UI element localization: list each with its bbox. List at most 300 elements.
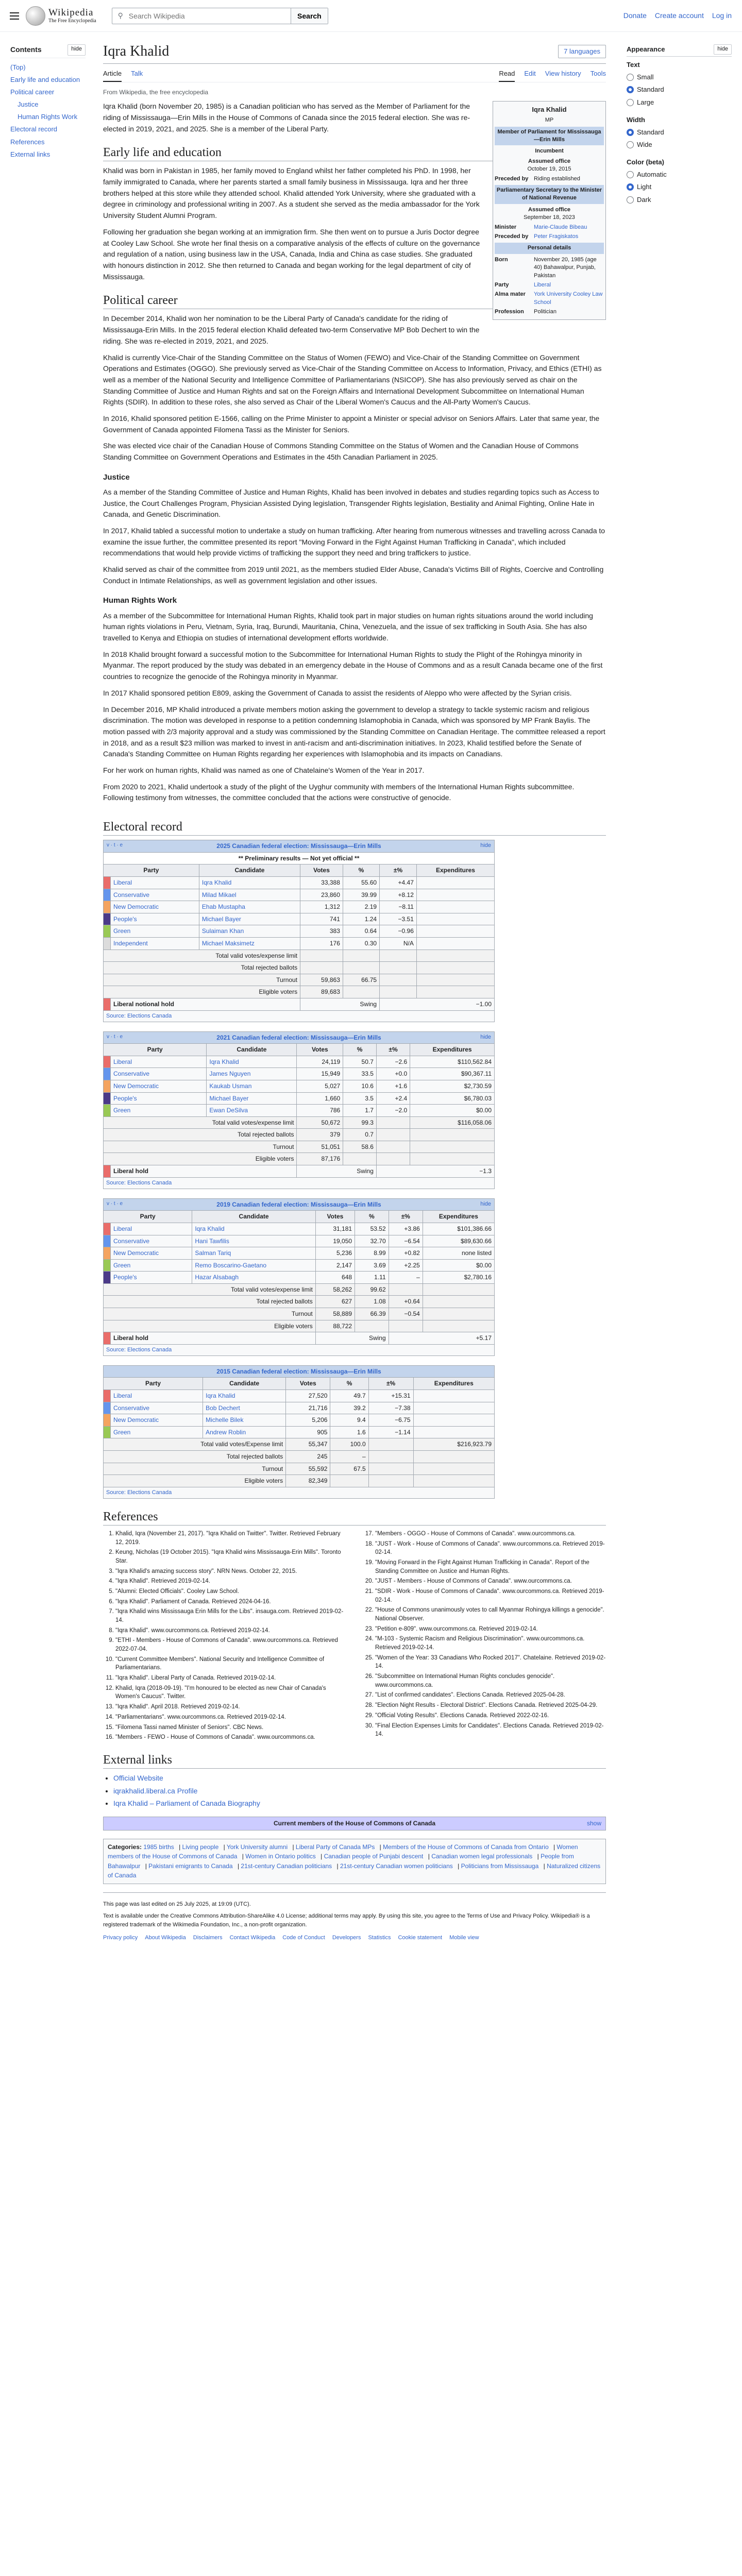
- toc-item[interactable]: References: [10, 138, 45, 146]
- category-link[interactable]: Women members of the House of Commons of Canada: [108, 1843, 578, 1860]
- toc-item[interactable]: Human Rights Work: [18, 113, 78, 121]
- footer-link[interactable]: Code of Conduct: [282, 1935, 325, 1941]
- external-link[interactable]: Iqra Khalid – Parliament of Canada Biography: [113, 1799, 260, 1808]
- width-option[interactable]: [627, 127, 732, 138]
- candidate-cell[interactable]: Sulaiman Khan: [199, 925, 300, 938]
- candidate-cell[interactable]: Michael Bayer: [207, 1092, 297, 1105]
- votes-cell: 33,388: [300, 876, 343, 889]
- party-color-swatch: [104, 1332, 111, 1345]
- party-cell[interactable]: Independent: [111, 937, 199, 950]
- text-size-option[interactable]: [627, 72, 732, 82]
- change-cell: −6.75: [368, 1414, 413, 1427]
- election-title[interactable]: 2021 Canadian federal election: Mississauga—Erin Mills: [216, 1033, 381, 1041]
- party-cell[interactable]: New Democratic: [111, 1247, 192, 1260]
- tab-read[interactable]: Read: [499, 67, 515, 81]
- candidate-cell[interactable]: Ewan DeSilva: [207, 1105, 297, 1117]
- summary-change: [368, 1451, 413, 1463]
- text-size-option[interactable]: [627, 97, 732, 108]
- summary-row: [104, 950, 495, 962]
- top-link[interactable]: Log in: [712, 11, 732, 20]
- percent-cell: 32.70: [355, 1235, 389, 1247]
- infobox-office[interactable]: Member of Parliament for Mississauga—Erin Mills: [495, 127, 604, 146]
- party-cell[interactable]: New Democratic: [111, 901, 199, 913]
- table-row: [104, 1259, 495, 1272]
- summary-label: Total rejected ballots: [104, 962, 300, 974]
- paragraph: Following her graduation she began working at an immigration firm. She then went on to pursue a Juris Doctor degree at Cooley Law School. She wrote her final thesis on a comparative analysis of the effects of culture on the governance and regulation of a nation, using business law in the USA, Canada, India and China as case studies. She graduated with honours distinction in 2012. She then returned to Canada and began working for the legal department of city of Mississauga.: [103, 227, 480, 281]
- appearance-hide-button[interactable]: hide: [714, 44, 732, 55]
- change-cell: −7.38: [368, 1402, 413, 1414]
- summary-expenditure: [410, 1141, 495, 1153]
- summary-change: [376, 1129, 410, 1141]
- category-link[interactable]: Living people: [182, 1843, 219, 1851]
- candidate-cell[interactable]: Hazar Alsabagh: [192, 1272, 315, 1284]
- summary-expenditure: [423, 1320, 494, 1332]
- category-link[interactable]: Women in Ontario politics: [245, 1853, 316, 1860]
- candidate-cell[interactable]: Michael Bayer: [199, 913, 300, 925]
- radio-icon[interactable]: [627, 86, 634, 93]
- candidate-cell[interactable]: Iqra Khalid: [199, 876, 300, 889]
- candidate-cell[interactable]: Andrew Roblin: [203, 1426, 286, 1438]
- toc-item[interactable]: (Top): [10, 63, 26, 71]
- reference-item: 12. Khalid, Iqra (2018-09-19). "I'm honoured to be elected as new Chair of Canada's Women's Caucus". Twitter.: [115, 1684, 346, 1701]
- summary-votes: 379: [297, 1129, 343, 1141]
- summary-expenditure: [416, 962, 494, 974]
- party-cell[interactable]: Conservative: [111, 1068, 207, 1080]
- paragraph: In 2017 Khalid sponsored petition E809, asking the Government of Canada to assist the residents of Aleppo who were affected by the Syrian crisis.: [103, 688, 572, 697]
- category-link[interactable]: 1985 births: [143, 1843, 174, 1851]
- party-color-swatch: [104, 1056, 111, 1068]
- infobox-value[interactable]: Marie-Claude Bibeau: [534, 224, 587, 230]
- expenditure-cell: $2,780.16: [423, 1272, 494, 1284]
- summary-votes: 58,889: [315, 1308, 355, 1320]
- table-source[interactable]: Source: Elections Canada: [104, 1487, 495, 1498]
- external-link-item: [113, 1786, 606, 1797]
- column-header: Party: [104, 1044, 207, 1056]
- table-row: [104, 937, 495, 950]
- tab-article[interactable]: Article: [103, 67, 122, 81]
- change-cell: +2.25: [389, 1259, 423, 1272]
- party-color-swatch: [104, 1247, 111, 1260]
- toc-item[interactable]: Political career: [10, 88, 55, 96]
- license-text: Text is available under the Creative Commons Attribution-ShareAlike 4.0 License; additional terms may apply. By using this site, you agree to the Terms of Use and Privacy Policy. Wikipedia® is a registered trademark of the Wikimedia Foundation, Inc., a non-profit organization.: [103, 1913, 590, 1928]
- party-color-swatch: [104, 1272, 111, 1284]
- party-cell[interactable]: People's: [111, 913, 199, 925]
- percent-cell: 3.5: [343, 1092, 377, 1105]
- election-title[interactable]: 2025 Canadian federal election: Mississauga—Erin Mills: [216, 842, 381, 850]
- column-header: Candidate: [203, 1378, 286, 1390]
- heading-electoral-record: Electoral record: [103, 819, 606, 836]
- table-row: [104, 913, 495, 925]
- footer-link[interactable]: Disclaimers: [193, 1935, 223, 1941]
- summary-expenditure: [413, 1475, 494, 1487]
- search-button[interactable]: Search: [291, 8, 328, 24]
- reference-item: 29. "Official Voting Results". Elections Canada. Retrieved 2022-02-16.: [375, 1711, 606, 1720]
- party-color-swatch: [104, 1080, 111, 1092]
- infobox-value[interactable]: York University Cooley Law School: [534, 291, 603, 306]
- infobox-key: Alma mater: [495, 291, 526, 298]
- candidate-cell[interactable]: Hani Tawfilis: [192, 1235, 315, 1247]
- external-link[interactable]: Official Website: [113, 1774, 163, 1783]
- wordmark: Wikipedia The Free Encyclopedia: [48, 7, 96, 24]
- tab-view-history[interactable]: View history: [545, 70, 581, 78]
- summary-change: [389, 1320, 423, 1332]
- category-link[interactable]: Politicians from Mississauga: [461, 1862, 539, 1870]
- color-option[interactable]: [627, 195, 732, 205]
- reference-list: [103, 1530, 606, 1742]
- external-link-item: [113, 1798, 606, 1809]
- category-link[interactable]: 21st-century Canadian women politicians: [340, 1862, 453, 1870]
- candidate-cell[interactable]: Michael Maksimetz: [199, 937, 300, 950]
- expenditure-cell: $101,386.66: [423, 1223, 494, 1235]
- column-header: %: [330, 1378, 368, 1390]
- summary-row: [104, 1451, 495, 1463]
- main-menu-icon[interactable]: [6, 8, 23, 24]
- percent-cell: 53.52: [355, 1223, 389, 1235]
- top-link[interactable]: Donate: [623, 11, 647, 20]
- toc-item[interactable]: Justice: [18, 100, 39, 109]
- paragraph: In 2016, Khalid sponsored petition E-1566, calling on the Prime Minister to appoint a Minister or special advisor on Seniors Affairs. Later that same year, the Government of Canada appointed Filomena Tassi as the Minister for Seniors.: [103, 414, 600, 434]
- category-link[interactable]: Liberal Party of Canada MPs: [295, 1843, 375, 1851]
- party-cell[interactable]: Green: [111, 1426, 203, 1438]
- table-row: [104, 1390, 495, 1402]
- reference-item: 4. "Iqra Khalid". Retrieved 2019-02-14.: [115, 1577, 346, 1586]
- candidate-cell[interactable]: James Nguyen: [207, 1068, 297, 1080]
- reference-item: 15. "Filomena Tassi named Minister of Seniors". CBC News.: [115, 1723, 346, 1732]
- swing-value: +5.17: [389, 1332, 494, 1345]
- table-row: [104, 889, 495, 901]
- column-header: Candidate: [192, 1211, 315, 1223]
- external-link[interactable]: iqrakhalid.liberal.ca Profile: [113, 1786, 198, 1795]
- change-cell: +3.86: [389, 1223, 423, 1235]
- top-link[interactable]: Create account: [654, 11, 704, 20]
- paragraph: Khalid was born in Pakistan in 1985, her family moved to England whilst her father completed his PhD. In 1998, her family immigrated to Canada, where her parents started a small family business in Mississauga. Iqra and her three brothers helped at this store while they attended school. Khalid attended York University, where she graduated with a degree in criminology and professional writing in 2007. As a student she served as the media ambassador for the York University Student Alumni Program.: [103, 166, 480, 220]
- party-color-swatch: [104, 1165, 111, 1178]
- expenditure-cell: [413, 1390, 494, 1402]
- toc-item[interactable]: Early life and education: [10, 75, 80, 83]
- category-link[interactable]: Naturalized citizens of Canada: [108, 1862, 601, 1879]
- party-cell[interactable]: Green: [111, 1259, 192, 1272]
- column-header: Candidate: [207, 1044, 297, 1056]
- party-cell[interactable]: People's: [111, 1272, 192, 1284]
- reference-item: 2. Keung, Nicholas (19 October 2015). "Iqra Khalid wins Mississauga-Erin Mills". Toronto Star.: [115, 1548, 346, 1565]
- party-color-swatch: [104, 1105, 111, 1117]
- party-cell[interactable]: People's: [111, 1092, 207, 1105]
- summary-votes: 58,262: [315, 1283, 355, 1296]
- party-color-swatch: [104, 1068, 111, 1080]
- change-cell: +8.12: [380, 889, 417, 901]
- summary-votes: 51,051: [297, 1141, 343, 1153]
- candidate-cell[interactable]: Milad Mikael: [199, 889, 300, 901]
- votes-cell: 5,027: [297, 1080, 343, 1092]
- width-option[interactable]: [627, 140, 732, 150]
- infobox-office-2[interactable]: Parliamentary Secretary to the Minister of National Revenue: [495, 185, 604, 204]
- navbox-title[interactable]: Current members of the House of Commons of Canada: [273, 1820, 436, 1827]
- percent-cell: 1.6: [330, 1426, 368, 1438]
- votes-cell: 5,206: [286, 1414, 330, 1427]
- election-title[interactable]: 2015 Canadian federal election: Mississauga—Erin Mills: [216, 1367, 381, 1375]
- footer-link[interactable]: Cookie statement: [398, 1935, 443, 1941]
- summary-change: [389, 1283, 423, 1296]
- summary-label: Total rejected ballots: [104, 1296, 316, 1308]
- reference-item: 14. "Parliamentarians". www.ourcommons.ca. Retrieved 2019-02-14.: [115, 1713, 346, 1722]
- language-button[interactable]: 7 languages: [558, 45, 606, 58]
- radio-icon[interactable]: [627, 183, 634, 191]
- vte-links[interactable]: v · t · e: [107, 1200, 123, 1207]
- candidate-cell[interactable]: Iqra Khalid: [192, 1223, 315, 1235]
- infobox-assumed-date: October 19, 2015: [527, 166, 571, 173]
- vte-links[interactable]: v · t · e: [107, 842, 123, 849]
- toc-hide-button[interactable]: hide: [68, 44, 86, 56]
- change-cell: +2.4: [376, 1092, 410, 1105]
- party-cell[interactable]: Conservative: [111, 1402, 203, 1414]
- categories: Categories: 1985 births | Living people | York University alumni | Liberal Party of Canada MPs | Members of the House of Commons of Canada from Ontario | Women members of the House of Commons of Canada | Women in Ontario politics | Canadian people of Punjabi descent | Canadian women legal professionals | People from Bahawalpur | Pakistani emigrants to Canada | 21st-century Canadian politicians | 21st-century Canadian women politicians | Politicians from Mississauga | Naturalized citizens of Canada: [103, 1839, 606, 1884]
- paragraph: From 2020 to 2021, Khalid undertook a study of the plight of the Uyghur community with members of the International Human Rights subcommittee. Following testimony from witnesses, the committee concluded that the actions were constructive of genocide.: [103, 782, 575, 802]
- swing-label: Swing: [300, 998, 380, 1010]
- reference-item: 30. "Final Election Expenses Limits for Candidates". Elections Canada. Retrieved 2019-02-14.: [375, 1722, 606, 1739]
- category-link[interactable]: Canadian women legal professionals: [431, 1853, 533, 1860]
- color-option-label: Dark: [637, 195, 651, 204]
- votes-cell: 741: [300, 913, 343, 925]
- radio-icon[interactable]: [627, 141, 634, 148]
- summary-votes: 89,683: [300, 986, 343, 998]
- percent-cell: 39.2: [330, 1402, 368, 1414]
- summary-change: [380, 950, 417, 962]
- summary-label: Total rejected ballots: [104, 1129, 297, 1141]
- heading-external-links: External links: [103, 1752, 606, 1769]
- external-links: [103, 1773, 606, 1809]
- footer-link[interactable]: Contact Wikipedia: [229, 1935, 276, 1941]
- summary-change: [380, 974, 417, 986]
- category-link[interactable]: York University alumni: [226, 1843, 288, 1851]
- reference-item: 20. "JUST - Members - House of Commons of Canada". www.ourcommons.ca.: [375, 1577, 606, 1586]
- tab-edit[interactable]: Edit: [524, 70, 536, 78]
- table-source[interactable]: Source: Elections Canada: [104, 1010, 495, 1022]
- election-title[interactable]: 2019 Canadian federal election: Mississauga—Erin Mills: [216, 1200, 381, 1208]
- column-header: %: [343, 1044, 377, 1056]
- footer-link[interactable]: Statistics: [368, 1935, 391, 1941]
- color-option[interactable]: [627, 170, 732, 180]
- party-cell[interactable]: Conservative: [111, 889, 199, 901]
- summary-percent: 66.75: [343, 974, 379, 986]
- navbox-toggle[interactable]: show: [586, 1820, 601, 1827]
- text-size-option-label: Large: [637, 98, 654, 106]
- column-header: ±%: [380, 865, 417, 877]
- party-cell[interactable]: New Democratic: [111, 1080, 207, 1092]
- party-color-swatch: [104, 1259, 111, 1272]
- votes-cell: 2,147: [315, 1259, 355, 1272]
- candidate-cell[interactable]: Remo Boscarino-Gaetano: [192, 1259, 315, 1272]
- candidate-cell[interactable]: Iqra Khalid: [207, 1056, 297, 1068]
- party-color-swatch: [104, 937, 111, 950]
- page-tabs: [103, 67, 606, 82]
- summary-label: Eligible voters: [104, 1475, 286, 1487]
- toc-item[interactable]: External links: [10, 150, 50, 158]
- summary-row: [104, 1141, 495, 1153]
- infobox-assumed: Assumed office: [528, 206, 570, 213]
- footer-link[interactable]: Privacy policy: [103, 1935, 138, 1941]
- footer-link[interactable]: About Wikipedia: [145, 1935, 186, 1941]
- radio-icon[interactable]: [627, 99, 634, 106]
- preliminary-note: ** Preliminary results — Not yet official **: [104, 852, 495, 865]
- percent-cell: 33.5: [343, 1068, 377, 1080]
- reference-item: 8. "Iqra Khalid". www.ourcommons.ca. Retrieved 2019-02-14.: [115, 1626, 346, 1635]
- personal-tools: [623, 10, 732, 22]
- change-cell: +0.82: [389, 1247, 423, 1260]
- radio-icon[interactable]: [627, 129, 634, 136]
- wikipedia-logo[interactable]: [26, 6, 96, 26]
- change-cell: +0.0: [376, 1068, 410, 1080]
- table-hide-button[interactable]: hide: [480, 1200, 491, 1207]
- footer-link[interactable]: Developers: [332, 1935, 361, 1941]
- summary-votes: 87,176: [297, 1153, 343, 1165]
- color-option[interactable]: [627, 182, 732, 192]
- candidate-cell[interactable]: Kaukab Usman: [207, 1080, 297, 1092]
- tagline: From Wikipedia, the free encyclopedia: [103, 88, 209, 96]
- infobox-value: Politician: [534, 309, 557, 315]
- change-cell: −3.51: [380, 913, 417, 925]
- width-option-label: Wide: [637, 140, 652, 148]
- expenditure-cell: $0.00: [410, 1105, 495, 1117]
- swing-value: −1.3: [376, 1165, 494, 1178]
- hold-label: Liberal hold: [111, 1165, 297, 1178]
- summary-label: Eligible voters: [104, 1320, 316, 1332]
- radio-icon[interactable]: [627, 171, 634, 178]
- color-label: Color (beta): [627, 158, 664, 166]
- votes-cell: 1,312: [300, 901, 343, 913]
- summary-votes: 627: [315, 1296, 355, 1308]
- infobox-key: Preceded by: [495, 233, 529, 240]
- table-source[interactable]: Source: Elections Canada: [104, 1344, 495, 1355]
- summary-expenditure: [423, 1308, 494, 1320]
- search-input[interactable]: [129, 12, 291, 20]
- hold-label: Liberal notional hold: [111, 998, 300, 1010]
- category-link[interactable]: Canadian people of Punjabi descent: [324, 1853, 424, 1860]
- vte-links[interactable]: v · t · e: [107, 1033, 123, 1040]
- infobox-key: Preceded by: [495, 175, 529, 182]
- radio-icon[interactable]: [627, 74, 634, 81]
- text-size-option[interactable]: [627, 84, 732, 95]
- column-header: ±%: [389, 1211, 423, 1223]
- votes-cell: 24,119: [297, 1056, 343, 1068]
- candidate-cell[interactable]: Ehab Mustapha: [199, 901, 300, 913]
- table-row: [104, 1092, 495, 1105]
- table-hide-button[interactable]: hide: [480, 842, 491, 849]
- swing-value: −1.00: [380, 998, 495, 1010]
- candidate-cell[interactable]: Salman Tariq: [192, 1247, 315, 1260]
- table-hide-button[interactable]: hide: [480, 1033, 491, 1040]
- color-option-label: Automatic: [637, 171, 667, 179]
- change-cell: N/A: [380, 937, 417, 950]
- percent-cell: 2.19: [343, 901, 379, 913]
- reference-item: 9. "ETHI - Members - House of Commons of Canada". www.ourcommons.ca. Retrieved 2022-07-04.: [115, 1636, 346, 1653]
- party-cell[interactable]: Liberal: [111, 1223, 192, 1235]
- party-cell[interactable]: Liberal: [111, 1390, 203, 1402]
- paragraph: Khalid is currently Vice-Chair of the Standing Committee on the Status of Women (FEWO) and Vice-Chair of the Standing Committee on Government Operations and Estimates (OGGO). She previously served as Vice-Chair of the Standing Committee on Access to Information, Privacy, and Ethics (ETHI) as well as a member of the National Security and Intelligence Committee of Parliamentarians (NSICOP). She has also previously served as chair on the Standing Committee of Justice and Human Rights and sat on the Foreign Affairs and International Development Subcommittee on International Human Rights (SDIR). In addition to these roles, she also served as Chair of the Liberal Women's Caucus and the All-Party Women's Caucus.: [103, 353, 602, 406]
- votes-cell: 648: [315, 1272, 355, 1284]
- category-link[interactable]: Members of the House of Commons of Canada from Ontario: [383, 1843, 549, 1851]
- party-cell[interactable]: Liberal: [111, 876, 199, 889]
- column-header: Expenditures: [416, 865, 494, 877]
- column-header: ±%: [376, 1044, 410, 1056]
- category-link[interactable]: People from Bahawalpur: [108, 1853, 574, 1870]
- summary-percent: 67.5: [330, 1463, 368, 1475]
- intro-paragraph: Iqra Khalid (born November 20, 1985) is a Canadian politician who has served as the Member of Parliament for the riding of Mississauga—Erin Mills in the House of Commons of Canada since the 2015 federal election. She was re-elected in 2019, 2021, and 2025. She is a member of the Liberal Party.: [103, 102, 470, 133]
- tab-talk[interactable]: Talk: [131, 70, 143, 78]
- color-option-label: Light: [637, 183, 652, 191]
- change-cell: +1.6: [376, 1080, 410, 1092]
- summary-change: [368, 1438, 413, 1451]
- percent-cell: 50.7: [343, 1056, 377, 1068]
- infobox-value[interactable]: Peter Fragiskatos: [534, 233, 579, 240]
- toc-item[interactable]: Electoral record: [10, 125, 58, 133]
- infobox-value[interactable]: Liberal: [534, 281, 551, 288]
- summary-change: +0.64: [389, 1296, 423, 1308]
- summary-expenditure: [413, 1463, 494, 1475]
- last-modified: This page was last edited on 25 July 2025, at 19:09 (UTC).: [103, 1901, 251, 1908]
- summary-votes: 55,592: [286, 1463, 330, 1475]
- swing-label: Swing: [315, 1332, 389, 1345]
- summary-row: [104, 1463, 495, 1475]
- hold-row: [104, 1332, 495, 1345]
- summary-label: Turnout: [104, 1463, 286, 1475]
- expenditure-cell: $0.00: [423, 1259, 494, 1272]
- summary-votes: 88,722: [315, 1320, 355, 1332]
- votes-cell: 786: [297, 1105, 343, 1117]
- paragraph: As a member of the Standing Committee of Justice and Human Rights, Khalid has been involved in debates and studies regarding topics such as Access to Justice, the Court Challenges Program, Physician Assisted Dying legislation, Transgender Rights legislation, Bestiality and Animal Fighting, Online Hate in Canada, and Genetic Discrimination.: [103, 487, 599, 519]
- radio-icon[interactable]: [627, 196, 634, 204]
- votes-cell: 31,181: [315, 1223, 355, 1235]
- party-cell[interactable]: Green: [111, 1105, 207, 1117]
- party-cell[interactable]: Liberal: [111, 1056, 207, 1068]
- tab-tools[interactable]: Tools: [590, 70, 606, 78]
- summary-percent: [343, 1153, 377, 1165]
- reference-item: 27. "List of confirmed candidates". Elections Canada. Retrieved 2025-04-28.: [375, 1691, 606, 1700]
- summary-label: Total valid votes/expense limit: [104, 950, 300, 962]
- footer-link[interactable]: Mobile view: [449, 1935, 479, 1941]
- category-link[interactable]: 21st-century Canadian politicians: [241, 1862, 332, 1870]
- infobox-value: November 20, 1985 (age 40) Bahawalpur, Punjab, Pakistan: [534, 256, 597, 279]
- reference-item: 18. "JUST - Work - House of Commons of Canada". www.ourcommons.ca. Retrieved 2019-02-14.: [375, 1540, 606, 1557]
- table-row: [104, 901, 495, 913]
- appearance-title: Appearance: [627, 45, 665, 53]
- table-row: [104, 876, 495, 889]
- election-table: [103, 1031, 495, 1189]
- candidate-cell[interactable]: Michelle Bilek: [203, 1414, 286, 1427]
- table-source[interactable]: Source: Elections Canada: [104, 1177, 495, 1189]
- paragraph: She was elected vice chair of the Canadian House of Commons Standing Committee on the Status of Women and the Canadian House of Commons Standing Committee on Government Operations and Estimates in the 45th Canadian Parliament in 2025.: [103, 442, 579, 461]
- party-cell[interactable]: New Democratic: [111, 1414, 203, 1427]
- reference-item: 17. "Members - OGGO - House of Commons of Canada". www.ourcommons.ca.: [375, 1530, 606, 1538]
- reference-item: 6. "Iqra Khalid". Parliament of Canada. Retrieved 2024-04-16.: [115, 1598, 346, 1606]
- infobox-key: Party: [495, 281, 509, 288]
- party-cell[interactable]: Conservative: [111, 1235, 192, 1247]
- candidate-cell[interactable]: Iqra Khalid: [203, 1390, 286, 1402]
- summary-expenditure: [416, 986, 494, 998]
- summary-row: [104, 1283, 495, 1296]
- table-row: [104, 1223, 495, 1235]
- search-box: [112, 8, 328, 24]
- table-row: [104, 1105, 495, 1117]
- column-header: Votes: [286, 1378, 330, 1390]
- party-color-swatch: [104, 1402, 111, 1414]
- candidate-cell[interactable]: Bob Dechert: [203, 1402, 286, 1414]
- category-link[interactable]: Pakistani emigrants to Canada: [148, 1862, 233, 1870]
- reference-item: 13. "Iqra Khalid". April 2018. Retrieved 2019-02-14.: [115, 1703, 346, 1711]
- summary-percent: 99.3: [343, 1116, 377, 1129]
- percent-cell: 49.7: [330, 1390, 368, 1402]
- party-cell[interactable]: Green: [111, 925, 199, 938]
- top-bar: [0, 0, 742, 32]
